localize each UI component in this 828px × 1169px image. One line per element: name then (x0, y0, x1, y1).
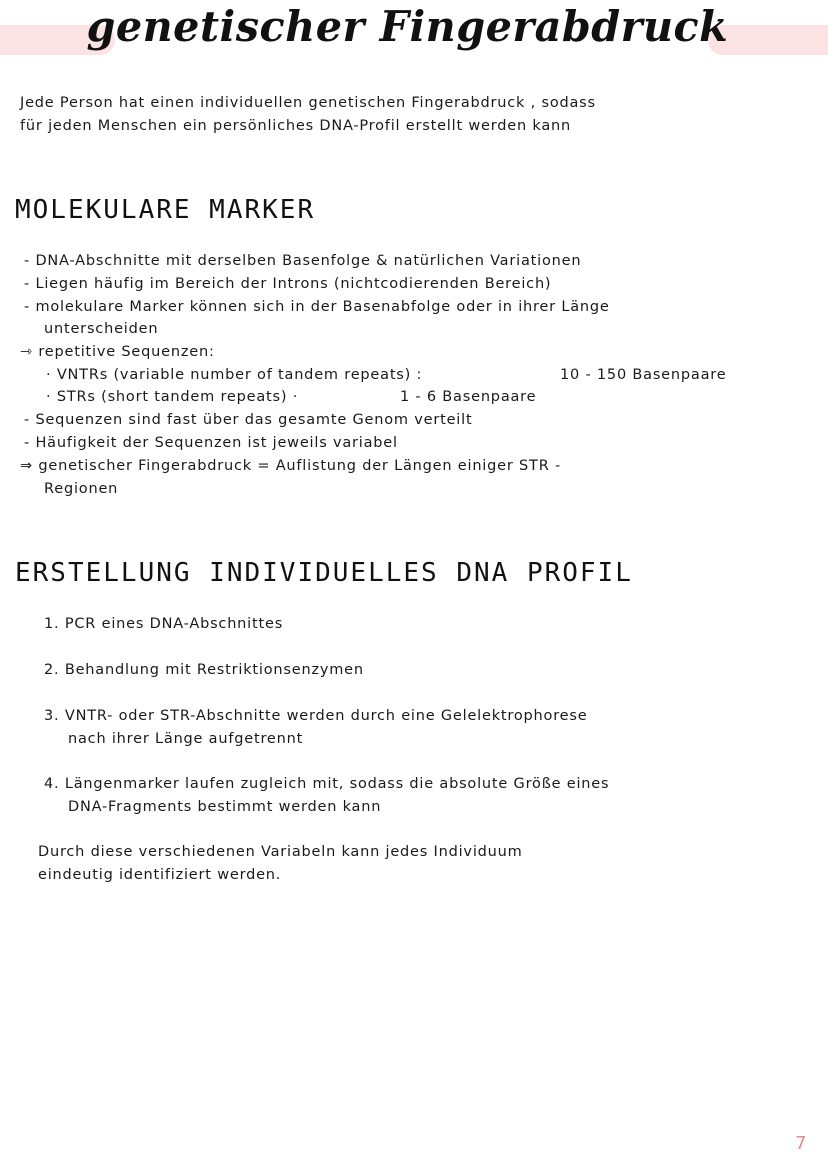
marker-line: - Sequenzen sind fast über das gesamte Genom verteilt (24, 412, 473, 428)
intro-line-1: Jede Person hat einen individuellen genetischen Fingerabdruck , sodass (20, 95, 596, 111)
marker-line: Regionen (44, 481, 119, 497)
marker-line: - DNA-Abschnitte mit derselben Basenfolge & natürlichen Variationen (24, 253, 582, 269)
page-title: genetischer Fingerabdruck (86, 2, 729, 51)
profile-step: DNA-Fragments bestimmt werden kann (68, 799, 382, 815)
marker-line: - Häufigkeit der Sequenzen ist jeweils variabel (24, 435, 398, 451)
profile-step: 3. VNTR- oder STR-Abschnitte werden durch eine Gelelektrophorese (44, 708, 588, 724)
conclusion-line: eindeutig identifiziert werden. (38, 867, 282, 883)
marker-line: 10 - 150 Basenpaare (560, 367, 727, 383)
marker-line: · VNTRs (variable number of tandem repeats) : (46, 367, 423, 383)
marker-line: unterscheiden (44, 321, 159, 337)
marker-line: · STRs (short tandem repeats) · (46, 389, 299, 405)
section-heading-profile: ERSTELLUNG INDIVIDUELLES DNA PROFIL (15, 558, 633, 588)
profile-step: 2. Behandlung mit Restriktionsenzymen (44, 662, 364, 678)
conclusion-line: Durch diese verschiedenen Variabeln kann jedes Individuum (38, 844, 523, 860)
profile-step: nach ihrer Länge aufgetrennt (68, 731, 304, 747)
marker-line: - molekulare Marker können sich in der Basenabfolge oder in ihrer Länge (24, 299, 610, 315)
marker-line: ⇒ genetischer Fingerabdruck = Auflistung der Längen einiger STR - (20, 458, 562, 474)
intro-line-2: für jeden Menschen ein persönliches DNA-Profil erstellt werden kann (20, 118, 571, 134)
profile-step: 1. PCR eines DNA-Abschnittes (44, 616, 284, 632)
marker-line: ⇾ repetitive Sequenzen: (20, 344, 215, 360)
page-number: 7 (795, 1133, 807, 1154)
profile-step: 4. Längenmarker laufen zugleich mit, sodass die absolute Größe eines (44, 776, 610, 792)
marker-line: - Liegen häufig im Bereich der Introns (nichtcodierenden Bereich) (24, 276, 552, 292)
marker-line: 1 - 6 Basenpaare (400, 389, 537, 405)
section-heading-marker: MOLEKULARE MARKER (15, 195, 316, 225)
